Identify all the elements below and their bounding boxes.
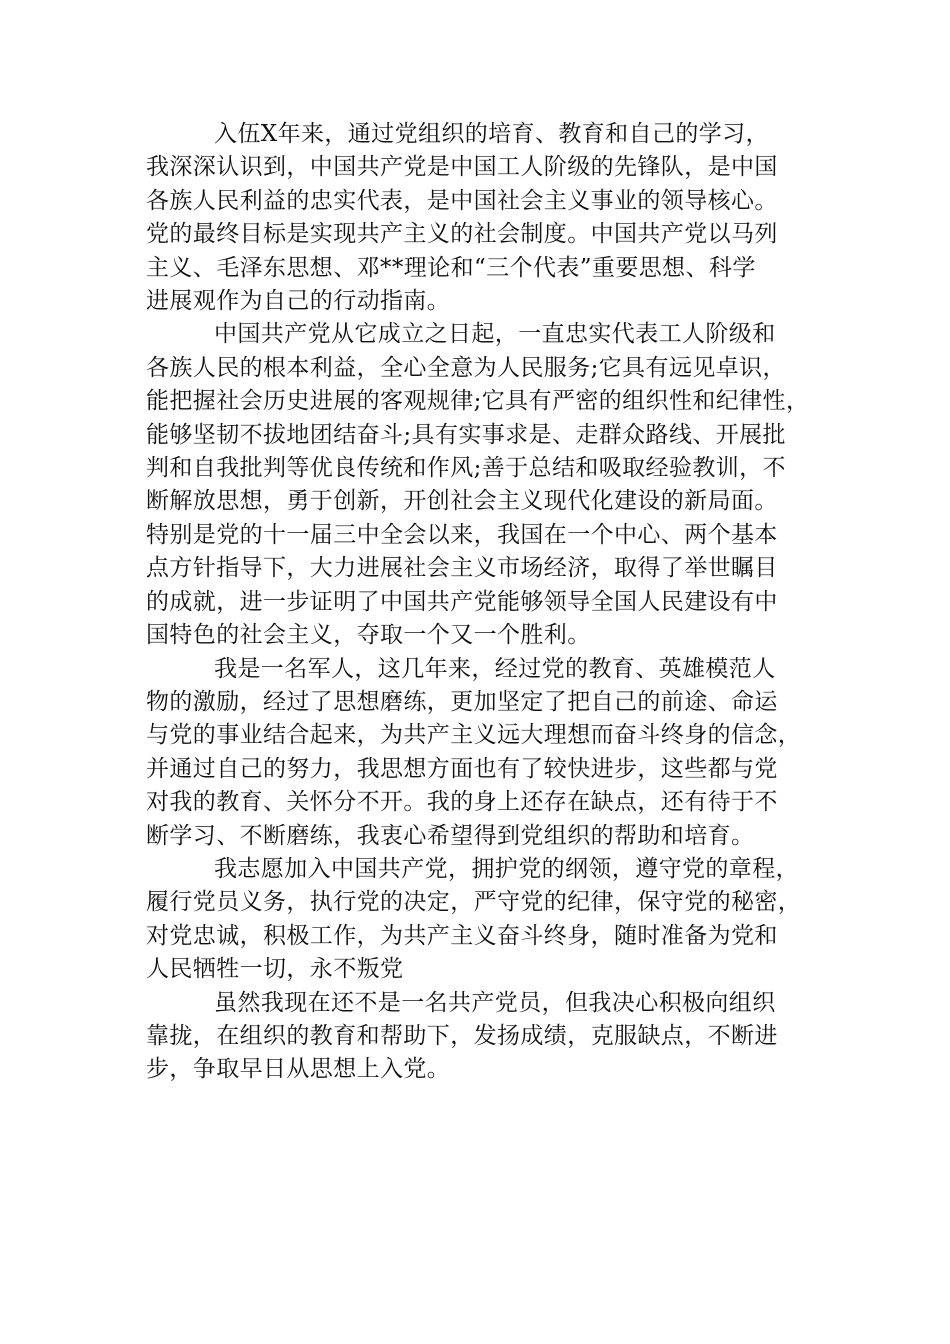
paragraph-line: 靠拢，在组织的教育和帮助下，发扬成绩，克服缺点，不断进 — [146, 1022, 778, 1049]
paragraph-line: 能够坚韧不拔地团结奋斗;具有实事求是、走群众路线、开展批 — [146, 421, 786, 448]
paragraph-line: 我深深认识到，中国共产党是中国工人阶级的先锋队，是中国 — [146, 154, 778, 181]
paragraph-line: 各族人民的根本利益，全心全意为人民服务;它具有远见卓识， — [146, 354, 786, 381]
paragraph-line: 对我的教育、关怀分不开。我的身上还存在缺点，还有待于不 — [146, 789, 778, 816]
paragraph-line: 人民牺牲一切，永不叛党 — [146, 956, 404, 983]
paragraph-line: 能把握社会历史进展的客观规律;它具有严密的组织性和纪律性， — [146, 388, 810, 415]
paragraph-line: 我志愿加入中国共产党，拥护党的纲领，遵守党的章程， — [214, 855, 799, 882]
paragraph-line: 特别是党的十一届三中全会以来，我国在一个中心、两个基本 — [146, 521, 778, 548]
paragraph-line: 各族人民利益的忠实代表，是中国社会主义事业的领导核心。 — [146, 187, 778, 214]
paragraph-4 — [146, 853, 818, 987]
paragraph-line: 国特色的社会主义，夺取一个又一个胜利。 — [146, 622, 591, 649]
document-body — [146, 118, 818, 1087]
paragraph-line: 我是一名军人，这几年来，经过党的教育、英雄模范人 — [214, 655, 776, 682]
paragraph-line: 断学习、不断磨练，我衷心希望得到党组织的帮助和培育。 — [146, 822, 755, 849]
paragraph-line: 入伍X年来，通过党组织的培育、教育和自己的学习， — [214, 121, 769, 147]
paragraph-line: 并通过自己的努力，我思想方面也有了较快进步，这些都与党 — [146, 755, 778, 782]
paragraph-line: 步，争取早日从思想上入党。 — [146, 1056, 451, 1083]
paragraph-1 — [146, 118, 818, 318]
paragraph-3 — [146, 653, 818, 853]
paragraph-line: 对党忠诚，积极工作，为共产主义奋斗终身，随时准备为党和 — [146, 922, 778, 949]
paragraph-line: 进展观作为自己的行动指南。 — [146, 288, 451, 315]
paragraph-line: 的成就，进一步证明了中国共产党能够领导全国人民建设有中 — [146, 588, 778, 615]
paragraph-line: 与党的事业结合起来，为共产主义远大理想而奋斗终身的信念， — [146, 722, 802, 749]
paragraph-line: 履行党员义务，执行党的决定，严守党的纪律，保守党的秘密， — [146, 889, 802, 916]
paragraph-line: 断解放思想，勇于创新，开创社会主义现代化建设的新局面。 — [146, 488, 778, 515]
paragraph-line: 点方针指导下，大力进展社会主义市场经济，取得了举世瞩目 — [146, 555, 778, 582]
paragraph-line: 党的最终目标是实现共产主义的社会制度。中国共产党以马列 — [146, 221, 778, 248]
paragraph-line: 主义、毛泽东思想、邓**理论和“三个代表”重要思想、科学 — [146, 254, 756, 281]
paragraph-2 — [146, 318, 818, 652]
paragraph-line: 物的激励，经过了思想磨练，更加坚定了把自己的前途、命运 — [146, 688, 778, 715]
paragraph-line: 中国共产党从它成立之日起，一直忠实代表工人阶级和 — [214, 321, 776, 348]
paragraph-line: 判和自我批判等优良传统和作风;善于总结和吸取经验教训，不 — [146, 455, 786, 482]
paragraph-5 — [146, 987, 818, 1087]
paragraph-line: 虽然我现在还不是一名共产党员，但我决心积极向组织 — [214, 989, 776, 1016]
